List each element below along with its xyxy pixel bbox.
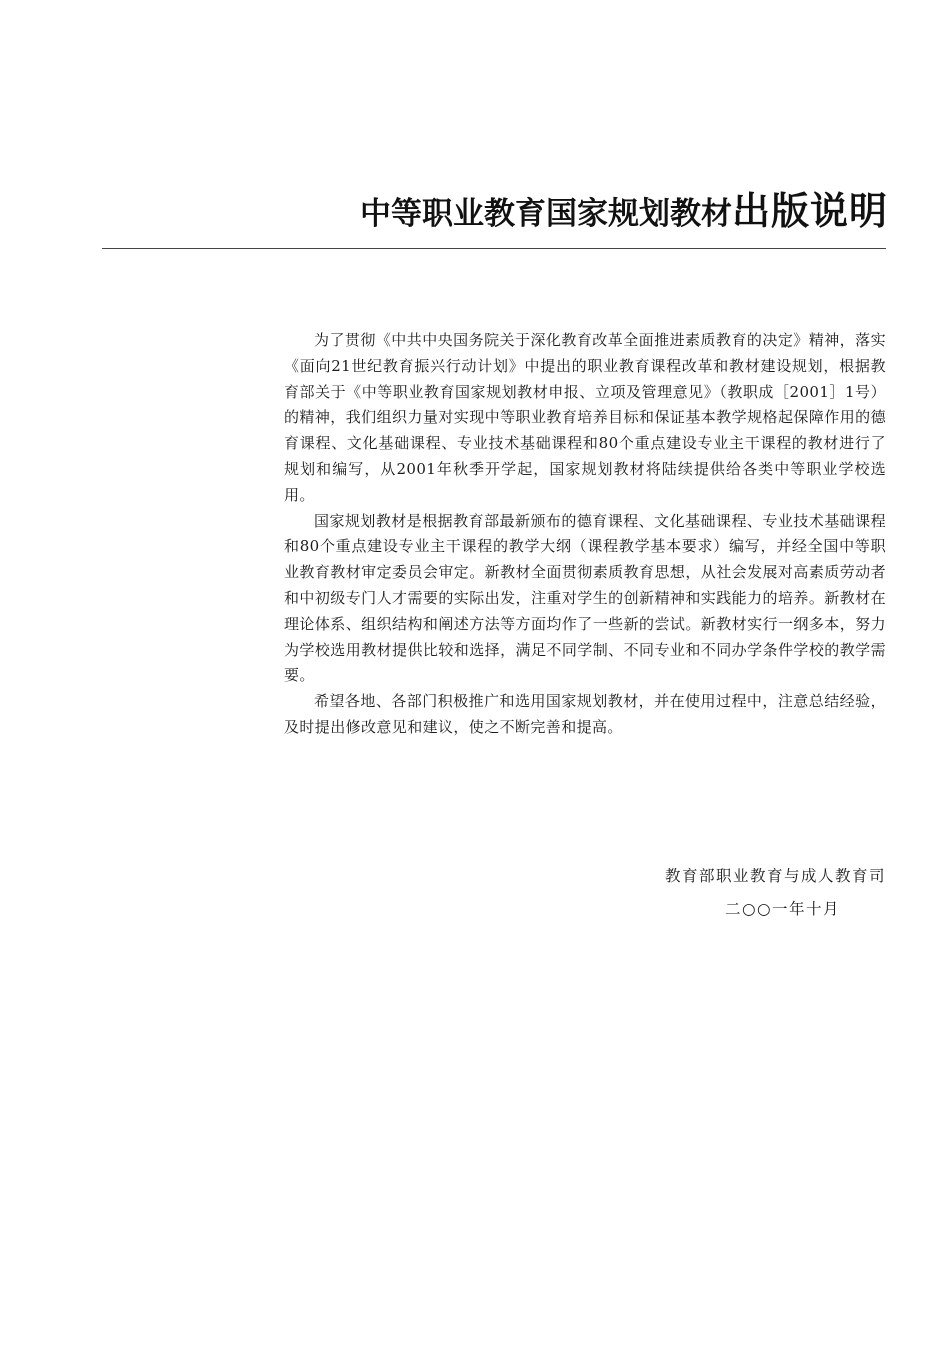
signature-date: 二○○一年十月: [724, 900, 841, 918]
paragraph-1: 为了贯彻《中共中央国务院关于深化教育改革全面推进素质教育的决定》精神，落实《面向21世纪教育振兴行动计划》中提出的职业教育课程改革和教材建设规划，根据教育部关于《中等职业教育国家规划教材申报、立项及管理意见》（教职成［2001］1号）的精神，我们组织力量对实现中等职业教育培养目标和保证基本教学规格起保障作用的德育课程、文化基础课程、专业技术基础课程和80个重点建设专业主干课程的教材进行了规划和编写，从2001年秋季开学起，国家规划教材将陆续提供给各类中等职业学校选用。: [284, 331, 886, 504]
page-title-main: 中等职业教育国家规划教材: [359, 196, 732, 232]
page-title-emphasis: 出版说明: [731, 189, 888, 233]
paragraph-3: 希望各地、各部门积极推广和选用国家规划教材，并在使用过程中，注意总结经验，及时提出修改意见和建议，使之不断完善和提高。: [284, 692, 886, 736]
title-divider: [102, 248, 886, 249]
page-title: [359, 189, 888, 233]
signature-organization: 教育部职业教育与成人教育司: [664, 867, 886, 885]
body-text: [284, 328, 886, 741]
paragraph-2: 国家规划教材是根据教育部最新颁布的德育课程、文化基础课程、专业技术基础课程和80个重点建设专业主干课程的教学大纲（课程教学基本要求）编写，并经全国中等职业教育教材审定委员会审定。新教材全面贯彻素质教育思想，从社会发展对高素质劳动者和中初级专门人才需要的实际出发，注重对学生的创新精神和实践能力的培养。新教材在理论体系、组织结构和阐述方法等方面均作了一些新的尝试。新教材实行一纲多本，努力为学校选用教材提供比较和选择，满足不同学制、不同专业和不同办学条件学校的教学需要。: [284, 511, 886, 685]
signature-block: [665, 860, 886, 926]
